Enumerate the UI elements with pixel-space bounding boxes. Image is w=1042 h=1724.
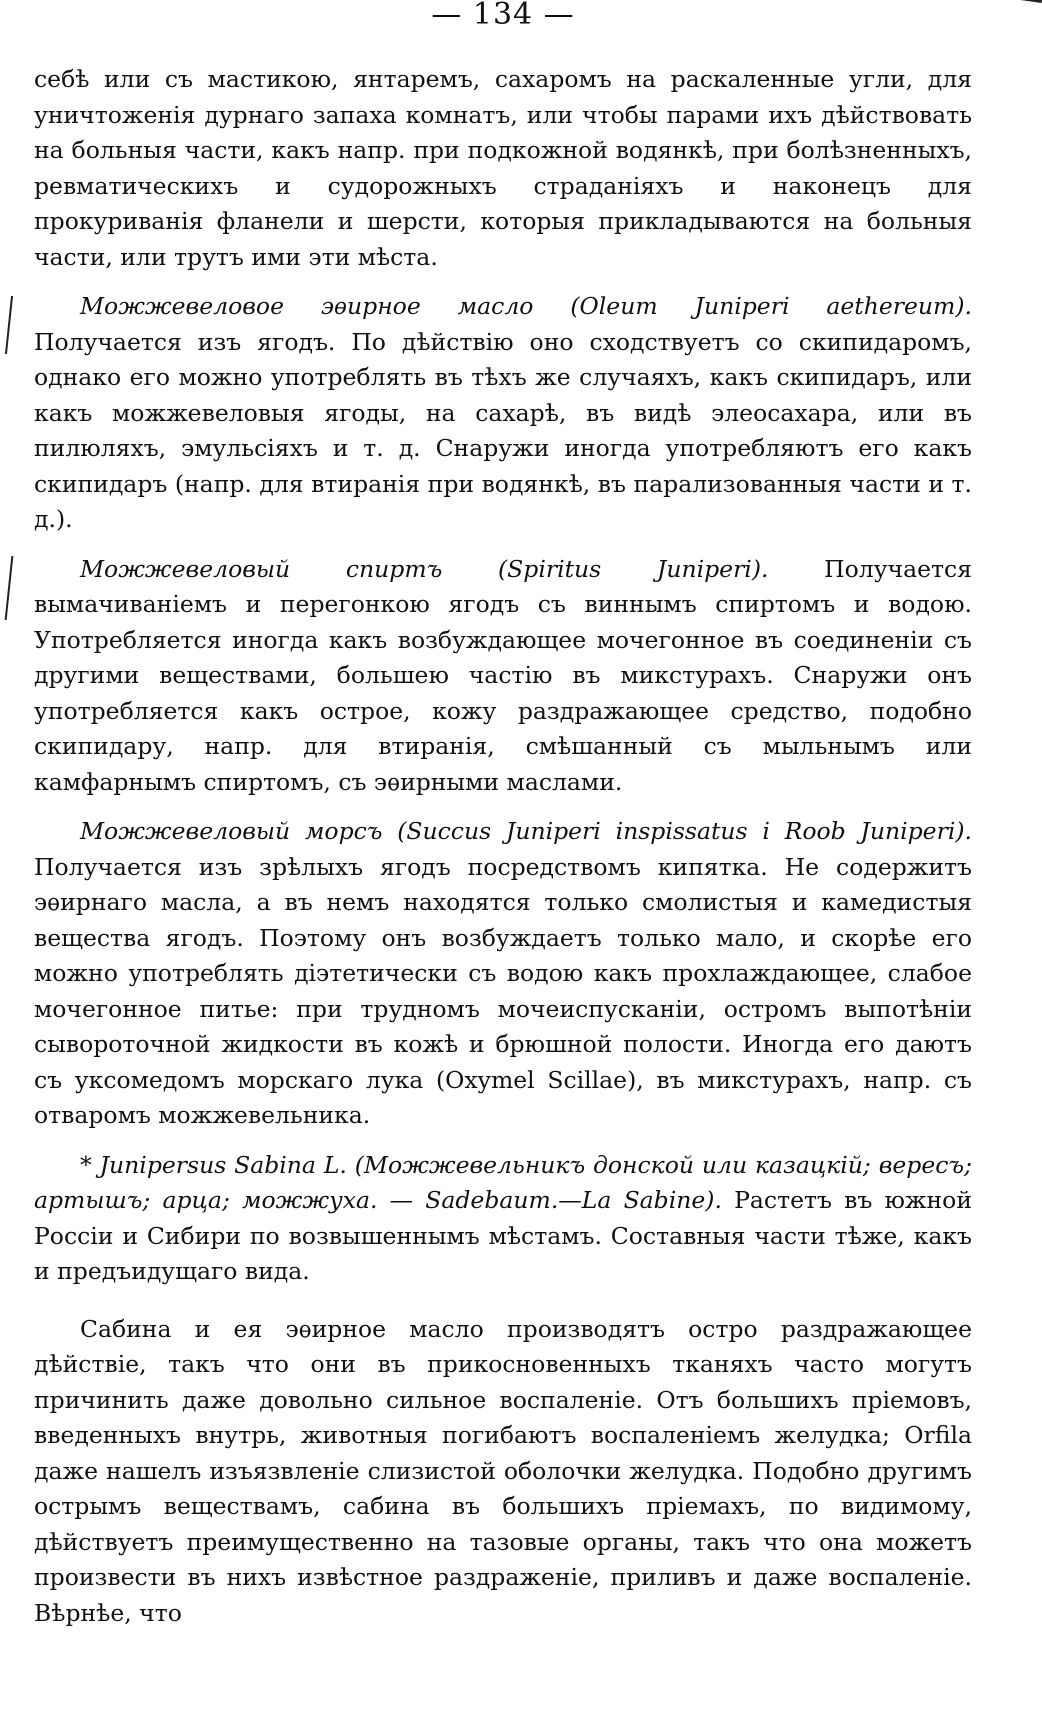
paragraph-sabina	[34, 1148, 972, 1290]
paragraph-juniper-syrup	[34, 814, 972, 1134]
section-title: * Junipersus Sabina L.	[80, 1150, 347, 1179]
paragraph-juniper-oil	[34, 289, 972, 538]
paragraph-text: Получается изъ ягодъ. По дѣйствію оно сходствуетъ со скипидаромъ, однако его можно употреблять въ тѣхъ же случаяхъ, какъ скипидаръ, или какъ можжевеловыя ягоды, на сахарѣ, въ видѣ элеосахара, или въ пилюляхъ, эмульсіяхъ и т. д. Снаружи иногда употребляютъ его какъ скипидаръ (напр. для втиранія при водянкѣ, въ парализованныя части и т. д.).	[34, 327, 972, 533]
paragraph-text: себѣ или съ мастикою, янтаремъ, сахаромъ на раскаленные угли, для уничтоженія дурнаго запаха комнатъ, или чтобы парами ихъ дѣйствовать на больныя части, какъ напр. при подкожной водянкѣ, при болѣзненныхъ, ревматическихъ и судорожныхъ страданіяхъ и наконецъ для прокуриванія фланели и шерсти, которыя прикладываются на больныя части, или трутъ ими эти мѣста.	[34, 65, 972, 271]
section-title: Можжевеловое эѳирное масло	[80, 292, 534, 320]
section-title: Можжевеловый морсъ	[80, 817, 383, 845]
corner-scan-mark	[1000, 0, 1042, 17]
paragraph-juniper-spirit	[34, 552, 972, 801]
latin-name: (Spiritus Juniperi).	[498, 554, 769, 583]
synonyms: (Можжевельникъ донской или казацкій; вересъ; артышъ; арца; можжуха. — Sadebaum.—La Sabine).	[34, 1150, 972, 1214]
paragraph-continuation	[34, 62, 972, 275]
latin-name: (Succus Juniperi inspissatus i Roob Juniperi).	[397, 817, 972, 845]
paragraph-text: Получается изъ зрѣлыхъ ягодъ посредствомъ кипятка. Не содержитъ эѳирнаго масла, а въ немъ находятся только смолистыя и камедистыя вещества ягодъ. Поэтому онъ возбуждаетъ только мало, и скорѣе его можно употреблять діэтетически съ водою какъ прохлаждающее, слабое мочегонное питье: при трудномъ мочеиспусканіи, остромъ выпотѣніи сывороточной жидкости въ кожѣ и брюшной полости. Иногда его даютъ съ уксомедомъ морскаго лука (Oxymel Scillae), въ микстурахъ, напр. съ отваромъ можжевельника.	[34, 852, 972, 1129]
margin-pencil-mark	[5, 556, 14, 620]
page-number: — 134 —	[431, 0, 575, 32]
paragraph-sabina-action	[34, 1312, 972, 1632]
paragraph-text: Растетъ въ южной Россіи и Сибири по возвышеннымъ мѣстамъ. Составныя части тѣже, какъ и предъидущаго вида.	[34, 1186, 972, 1285]
margin-pencil-mark	[5, 296, 13, 354]
latin-name: (Oleum Juniperi aethereum).	[570, 292, 972, 320]
section-title: Можжевеловый спиртъ	[80, 554, 443, 583]
paragraph-text: Получается вымачиваніемъ и перегонкою ягодъ съ виннымъ спиртомъ и водою. Употребляется иногда какъ возбуждающее мочегонное въ соединеніи съ другими веществами, большею частію въ микстурахъ. Снаружи онъ употребляется какъ острое, кожу раздражающее средство, подобно скипидару, напр. для втиранія, смѣшанный съ мыльнымъ или камфарнымъ спиртомъ, съ эѳирными маслами.	[34, 554, 972, 796]
paragraph-text: Сабина и ея эѳирное масло производятъ остро раздражающее дѣйствіе, такъ что они въ прикосновенныхъ тканяхъ часто могутъ причинить даже довольно сильное воспаленіе. Отъ большихъ пріемовъ, введенныхъ внутрь, животныя погибаютъ воспаленіемъ желудка; Orfila даже нашелъ изъязвленіе слизистой оболочки желудка. Подобно другимъ острымъ веществамъ, сабина въ большихъ пріемахъ, по видимому, дѣйствуетъ преимущественно на тазовые органы, такъ что она можетъ произвести въ нихъ извѣстное раздраженіе, приливъ и даже воспаленіе. Вѣрнѣе, что	[34, 1314, 972, 1627]
